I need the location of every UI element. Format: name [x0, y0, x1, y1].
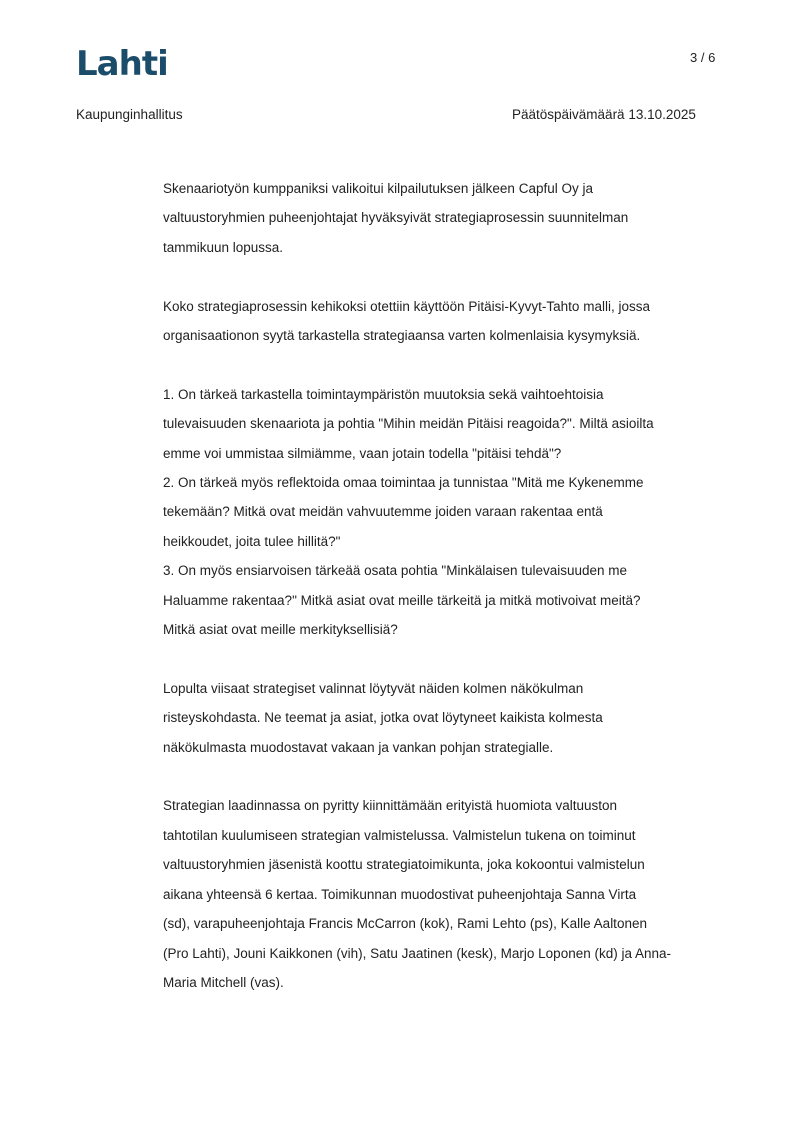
paragraph-committee: Strategian laadinnassa on pyritty kiinnittämään erityistä huomiota valtuuston tahtotilan kuulumiseen strategian valmistelussa. Valmistelun tukena on toiminut valtuustoryhmien jäsenistä koottu strategiatoimikunta, joka kokoontui valmistelun aikana yhteensä 6 kertaa. Toimikunnan muodostivat puheenjohtaja Sanna Virta (sd), varapuheenjohtaja Francis McCarron (kok), Rami Lehto (ps), Kalle Aaltonen (Pro Lahti), Jouni Kaikkonen (vih), Satu Jaatinen (kesk), Marjo Loponen (kd) ja Anna- Maria Mitchell (vas).: [163, 798, 672, 990]
document-body: [163, 174, 723, 1027]
decision-date: Päätöspäivämäärä 13.10.2025: [512, 107, 696, 122]
lahti-logo: Lahti: [76, 44, 168, 84]
paragraph-framework: Koko strategiaprosessin kehikoksi otettiin käyttöön Pitäisi-Kyvyt-Tahto malli, jossa organisaationon syytä tarkastella strategiaansa varten kolmenlaisia kysymyksiä.: [163, 298, 650, 344]
paragraph-partner: Skenaariotyön kumppaniksi valikoitui kilpailutuksen jälkeen Capful Oy ja valtuustoryhmien puheenjohtajat hyväksyivät strategiaprosessin suunnitelman tammikuun lopussa.: [163, 181, 629, 255]
paragraph-conclusion: Lopulta viisaat strategiset valinnat löytyvät näiden kolmen näkökulman risteyskohdasta. Ne teemat ja asiat, jotka ovat löytyneet kaikista kolmesta näkökulmasta muodostavat vakaan ja vankan pohjan strategialle.: [163, 680, 603, 755]
organization-name: Kaupunginhallitus: [76, 107, 183, 122]
page-number: 3 / 6: [690, 50, 716, 65]
paragraph-questions: 1. On tärkeä tarkastella toimintaympäristön muutoksia sekä vaihtoehtoisia tulevaisuuden skenaariota ja pohtia "Mihin meidän Pitäisi reagoida?". Miltä asioilta emme voi ummistaa silmiämme, vaan jotain todella "pitäisi tehdä"? 2. On tärkeä myös reflektoida omaa toimintaa ja tunnistaa "Mitä me Kykenemme tekemään? Mitkä ovat meidän vahvuutemme joiden varaan rakentaa entä heikkoudet, joita tulee hillitä?" 3. On myös ensiarvoisen tärkeää osata pohtia "Minkälaisen tulevaisuuden me Haluamme rakentaa?" Mitkä asiat ovat meille tärkeitä ja mitkä motivoivat meitä? Mitkä asiat ovat meille merkityksellisiä?: [163, 386, 654, 638]
